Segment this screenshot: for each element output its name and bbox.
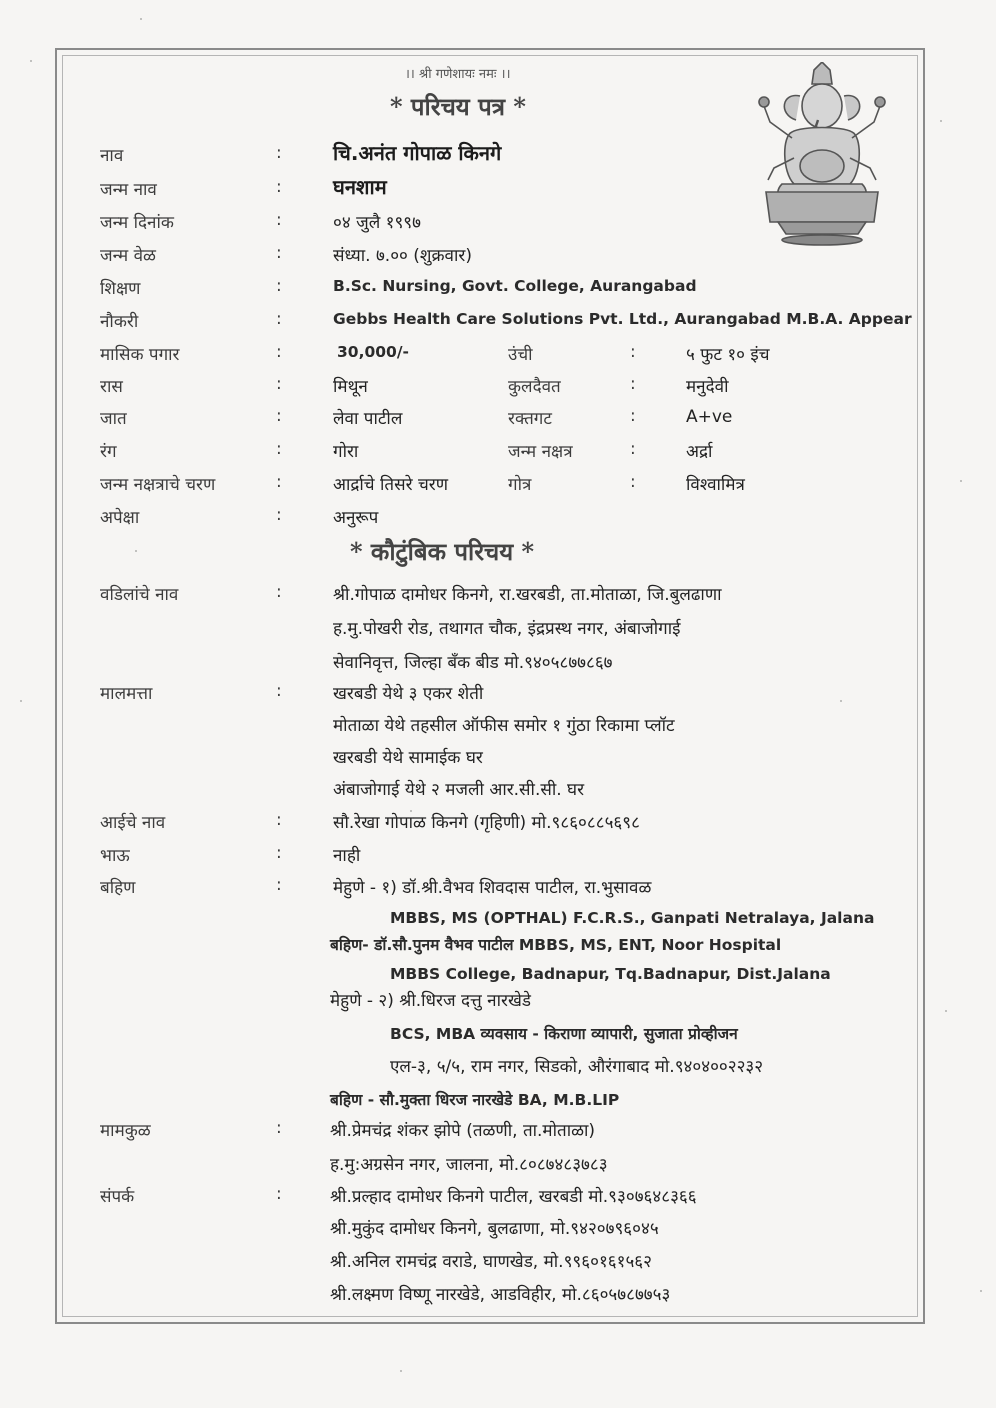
colon: : — [630, 472, 636, 492]
birth-name-label: जन्म नाव — [100, 180, 157, 200]
colon: : — [630, 342, 636, 362]
expectation-label: अपेक्षा — [100, 508, 140, 528]
sister-line: बहिण- डॉ.सौ.पुनम वैभव पाटील MBBS, MS, ENT, Noor Hospital — [330, 936, 782, 954]
gotra-value: विश्वामित्र — [686, 475, 745, 495]
nakshatra-label: जन्म नक्षत्र — [508, 442, 573, 462]
birth-date-value: ०४ जुलै १९९७ — [333, 213, 421, 233]
colon: : — [276, 875, 282, 895]
contact-line: श्री.लक्ष्मण विष्णू नारखेडे, आडविहीर, मो.८६०५७८७७५३ — [330, 1285, 671, 1305]
sister-line: MBBS College, Badnapur, Tq.Badnapur, Dist.Jalana — [390, 965, 831, 983]
mother-value: सौ.रेखा गोपाळ किनगे (गृहिणी) मो.९८६०८८५६९८ — [333, 813, 640, 833]
contact-label: संपर्क — [100, 1187, 135, 1207]
birth-time-label: जन्म वेळ — [100, 246, 156, 266]
gotra-label: गोत्र — [508, 475, 532, 495]
property-label: मालमत्ता — [100, 684, 153, 704]
birth-date-label: जन्म दिनांक — [100, 213, 174, 233]
colon: : — [276, 582, 282, 602]
caste-value: लेवा पाटील — [333, 409, 403, 429]
father-line: सेवानिवृत्त, जिल्हा बँक बीड मो.९४०५८७७८६७ — [333, 653, 613, 673]
speck — [940, 120, 942, 122]
job-label: नौकरी — [100, 312, 139, 332]
speck — [945, 1010, 947, 1012]
sister-line: MBBS, MS (OPTHAL) F.C.R.S., Ganpati Netralaya, Jalana — [390, 909, 875, 927]
colon: : — [276, 342, 282, 362]
father-line: ह.मु.पोखरी रोड, तथागत चौक, इंद्रप्रस्थ नगर, अंबाजोगाई — [333, 619, 681, 639]
father-label: वडिलांचे नाव — [100, 585, 179, 605]
colon: : — [276, 276, 282, 296]
property-line: खरबडी येथे सामाईक घर — [333, 748, 483, 768]
blood-group-value: A+ve — [686, 407, 733, 427]
caste-label: जात — [100, 409, 127, 429]
birth-name-value: घनशाम — [333, 175, 387, 199]
colon: : — [276, 177, 282, 197]
education-value: B.Sc. Nursing, Govt. College, Aurangabad — [333, 277, 697, 295]
rashi-value: मिथून — [333, 377, 368, 397]
brother-value: नाही — [333, 846, 361, 866]
kuldaivat-label: कुलदैवत — [508, 377, 561, 397]
contact-line: श्री.प्रल्हाद दामोधर किनगे पाटील, खरबडी मो.९३०७६४८३६६ — [330, 1187, 697, 1207]
ganesh-idol-icon — [752, 62, 892, 247]
property-line: अंबाजोगाई येथे २ मजली आर.सी.सी. घर — [333, 780, 585, 800]
rashi-label: रास — [100, 377, 123, 397]
height-value: ५ फुट १० इंच — [686, 345, 770, 365]
colon: : — [276, 1184, 282, 1204]
colon: : — [276, 210, 282, 230]
father-line: श्री.गोपाळ दामोधर किनगे, रा.खरबडी, ता.मोताळा, जि.बुलढाणा — [333, 585, 722, 605]
complexion-label: रंग — [100, 442, 117, 462]
colon: : — [276, 843, 282, 863]
sister-line: BCS, MBA व्यवसाय - किराणा व्यापारी, सुजाता प्रोव्हीजन — [390, 1025, 738, 1043]
blood-group-label: रक्तगट — [508, 409, 552, 429]
colon: : — [276, 374, 282, 394]
speck — [30, 60, 32, 62]
speck — [20, 700, 22, 702]
colon: : — [276, 505, 282, 525]
colon: : — [276, 143, 282, 163]
salary-value: 30,000/- — [337, 343, 409, 361]
document-title: * परिचय पत्र * — [390, 92, 526, 121]
colon: : — [276, 681, 282, 701]
colon: : — [276, 472, 282, 492]
nakshatra-charan-label: जन्म नक्षत्राचे चरण — [100, 475, 216, 495]
brother-label: भाऊ — [100, 846, 130, 866]
property-line: खरबडी येथे ३ एकर शेती — [333, 684, 484, 704]
height-label: उंची — [508, 345, 533, 365]
speck — [140, 18, 142, 20]
colon: : — [630, 406, 636, 426]
sister-line: एल-३, ५/५, राम नगर, सिडको, औरंगाबाद मो.९४०४००२२३२ — [390, 1057, 764, 1077]
mother-label: आईचे नाव — [100, 813, 166, 833]
sister-line: मेहुणे - २) श्री.धिरज दत्तु नारखेडे — [330, 991, 531, 1011]
speck — [980, 1290, 982, 1292]
contact-line: श्री.अनिल रामचंद्र वराडे, घाणखेड, मो.९९६०१६१५६२ — [330, 1252, 652, 1272]
colon: : — [276, 243, 282, 263]
nakshatra-charan-value: आर्द्राचे तिसरे चरण — [333, 475, 448, 495]
sister-label: बहिण — [100, 878, 136, 898]
colon: : — [276, 309, 282, 329]
speck — [400, 1370, 402, 1372]
education-label: शिक्षण — [100, 279, 141, 299]
colon: : — [276, 810, 282, 830]
birth-time-value: संध्या. ७.०० (शुक्रवार) — [333, 246, 472, 266]
colon: : — [630, 374, 636, 394]
nakshatra-value: अर्द्रा — [686, 442, 713, 462]
colon: : — [276, 406, 282, 426]
invocation-text: ।। श्री गणेशायः नमः ।। — [405, 67, 511, 82]
colon: : — [276, 1118, 282, 1138]
property-line: मोताळा येथे तहसील ऑफीस समोर १ गुंठा रिकामा प्लॉट — [333, 716, 675, 736]
name-value: चि.अनंत गोपाळ किनगे — [333, 141, 502, 165]
speck — [960, 480, 962, 482]
sister-line: मेहुणे - १) डॉ.श्री.वैभव शिवदास पाटील, रा.भुसावळ — [333, 878, 652, 898]
salary-label: मासिक पगार — [100, 345, 180, 365]
colon: : — [630, 439, 636, 459]
job-value: Gebbs Health Care Solutions Pvt. Ltd., Aurangabad M.B.A. Appear — [333, 310, 912, 328]
mamkul-line: ह.मु:अग्रसेन नगर, जालना, मो.८०८७४८३७८३ — [330, 1155, 608, 1175]
expectation-value: अनुरूप — [333, 508, 379, 528]
complexion-value: गोरा — [333, 442, 359, 462]
contact-line: श्री.मुकुंद दामोधर किनगे, बुलढाणा, मो.९४२०७९६०४५ — [330, 1219, 659, 1239]
family-section-title: * कौटुंबिक परिचय * — [350, 537, 535, 566]
kuldaivat-value: मनुदेवी — [686, 377, 729, 397]
sister-line: बहिण - सौ.मुक्ता धिरज नारखेडे BA, M.B.LIP — [330, 1091, 620, 1109]
mamkul-line: श्री.प्रेमचंद्र शंकर झोपे (तळणी, ता.मोताळा) — [330, 1121, 596, 1141]
name-label: नाव — [100, 146, 124, 166]
colon: : — [276, 439, 282, 459]
mamkul-label: मामकुळ — [100, 1121, 151, 1141]
